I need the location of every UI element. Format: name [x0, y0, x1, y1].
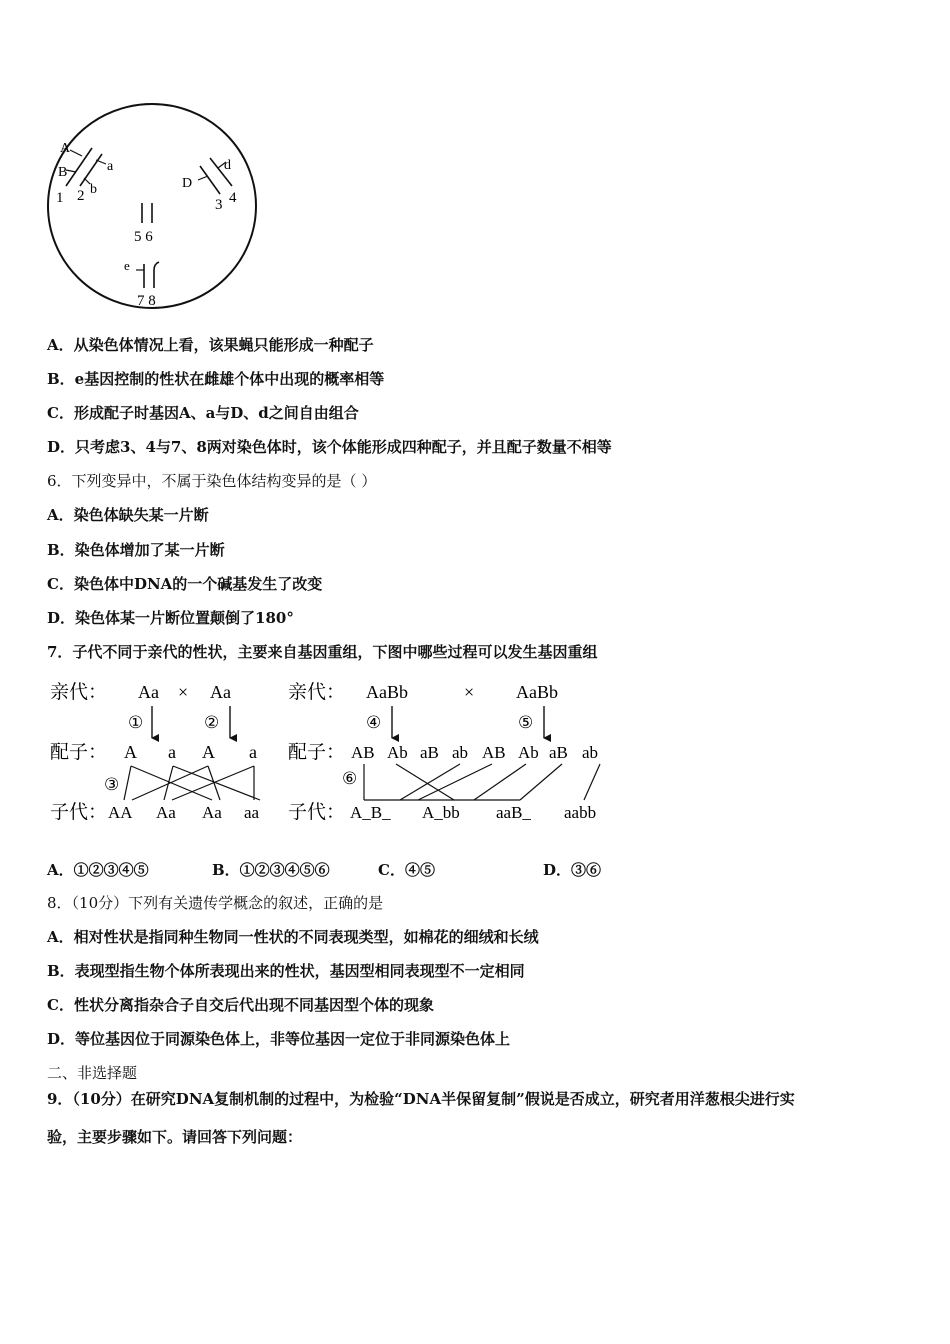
- left-gamete-1: A: [124, 742, 137, 762]
- label-3: 3: [215, 197, 223, 213]
- gene-tick-a: [96, 160, 106, 164]
- left-cross-sign: ×: [178, 682, 189, 702]
- label-d: d: [224, 158, 231, 173]
- chromosome-8-y: [154, 262, 159, 288]
- left-offspring-3: Aa: [202, 803, 222, 822]
- right-gamete-8: ab: [582, 743, 599, 762]
- step-6: ⑥: [342, 769, 358, 788]
- q7-choice-a: A．①②③④⑤: [47, 861, 149, 879]
- right-gamete-label: 配子：: [288, 742, 346, 763]
- right-gamete-7: aB: [549, 743, 568, 762]
- q6-option-a: A．染色体缺失某一片断: [47, 506, 209, 524]
- cross-line: [396, 764, 454, 800]
- q5-option-c: C．形成配子时基因A、a与D、d之间自由组合: [47, 404, 359, 422]
- left-parent-label: 亲代：: [50, 682, 108, 703]
- step-3: ③: [104, 775, 120, 794]
- cross-line: [124, 766, 131, 800]
- q8-stem: 8．（10分）下列有关遗传学概念的叙述，正确的是: [47, 894, 384, 912]
- right-gamete-4: ab: [452, 743, 469, 762]
- q5-option-b: B．e基因控制的性状在雌雄个体中出现的概率相等: [47, 370, 385, 388]
- cross-line: [173, 766, 260, 800]
- label-a: a: [107, 159, 114, 174]
- left-parent-1: Aa: [138, 682, 159, 702]
- section-title: 二、非选择题: [47, 1064, 138, 1082]
- label-2: 2: [77, 188, 85, 204]
- cross-line: [172, 766, 254, 800]
- right-gamete-6: Ab: [518, 743, 539, 762]
- right-gamete-3: aB: [420, 743, 439, 762]
- right-offspring-1: A_B_: [350, 803, 391, 822]
- label-e: e: [124, 258, 130, 273]
- right-parent-1: AaBb: [366, 682, 408, 702]
- q8-option-a: A．相对性状是指同种生物同一性状的不同表现类型，如棉花的细绒和长绒: [47, 928, 539, 946]
- right-parent-label: 亲代：: [288, 682, 346, 703]
- label-1: 1: [56, 190, 64, 206]
- q5-option-d: D．只考虑3、4与7、8两对染色体时，该个体能形成四种配子，并且配子数量不相等: [47, 438, 612, 456]
- right-parent-2: AaBb: [516, 682, 558, 702]
- q8-option-d: D．等位基因位于同源染色体上，非等位基因一定位于非同源染色体上: [47, 1030, 511, 1048]
- label-7-8: 7 8: [137, 293, 156, 309]
- q8-option-b: B．表现型指生物个体所表现出来的性状，基因型相同表现型不一定相同: [47, 962, 525, 980]
- left-gamete-3: A: [202, 742, 215, 762]
- right-cross-sign: ×: [464, 682, 475, 702]
- left-offspring-4: aa: [244, 803, 260, 822]
- left-parent-2: Aa: [210, 682, 231, 702]
- left-offspring-1: AA: [108, 803, 133, 822]
- left-gamete-label: 配子：: [50, 742, 108, 763]
- step-5: ⑤: [518, 713, 534, 732]
- q6-option-d: D．染色体某一片断位置颠倒了180°: [47, 609, 294, 627]
- right-offspring-2: A_bb: [422, 803, 460, 822]
- label-D: D: [182, 176, 193, 191]
- q6-option-c: C．染色体中DNA的一个碱基发生了改变: [47, 575, 323, 593]
- left-offspring-2: Aa: [156, 803, 176, 822]
- step-2: ②: [204, 713, 220, 732]
- gene-tick-D: [198, 176, 208, 180]
- right-offspring-label: 子代：: [288, 802, 346, 823]
- label-b: b: [90, 182, 97, 197]
- step-4: ④: [366, 713, 382, 732]
- q7-choice-d: D．③⑥: [543, 861, 602, 879]
- gene-tick-B: [66, 170, 76, 172]
- right-offspring-4: aabb: [564, 803, 597, 822]
- q9-line-2: 验，主要步骤如下。请回答下列问题：: [47, 1128, 303, 1146]
- label-5-6: 5 6: [134, 229, 153, 245]
- left-offspring-label: 子代：: [50, 802, 108, 823]
- left-gamete-4: a: [249, 742, 257, 762]
- step-1: ①: [128, 713, 144, 732]
- right-gamete-1: AB: [351, 743, 375, 762]
- cross-line: [520, 764, 562, 800]
- label-A: A: [60, 141, 71, 156]
- q9-line-1: 9．（10分）在研究DNA复制机制的过程中，为检验“DNA半保留复制”假说是否成立，研究者用洋葱根尖进行实: [47, 1090, 795, 1108]
- q5-option-a: A．从染色体情况上看，该果蝇只能形成一种配子: [47, 336, 374, 354]
- cell-chromosome-figure: [40, 98, 265, 313]
- q6-stem: 6．下列变异中，不属于染色体结构变异的是（ ）: [47, 472, 377, 490]
- label-4: 4: [229, 190, 237, 206]
- q7-stem: 7．子代不同于亲代的性状，主要来自基因重组，下图中哪些过程可以发生基因重组: [47, 643, 598, 661]
- left-gamete-2: a: [168, 742, 176, 762]
- q6-option-b: B．染色体增加了某一片断: [47, 541, 225, 559]
- chromosome-3: [200, 166, 220, 194]
- q7-choice-c: C．④⑤: [378, 861, 435, 879]
- right-gamete-2: Ab: [387, 743, 408, 762]
- q8-option-c: C．性状分离指杂合子自交后代出现不同基因型个体的现象: [47, 996, 434, 1014]
- q7-choice-b: B．①②③④⑤⑥: [212, 861, 330, 879]
- cross-line: [584, 764, 600, 800]
- right-offspring-3: aaB_: [496, 803, 531, 822]
- label-B: B: [58, 165, 68, 180]
- gene-tick-A: [70, 150, 82, 156]
- right-gamete-5: AB: [482, 743, 506, 762]
- genetic-cross-figure: [44, 674, 624, 834]
